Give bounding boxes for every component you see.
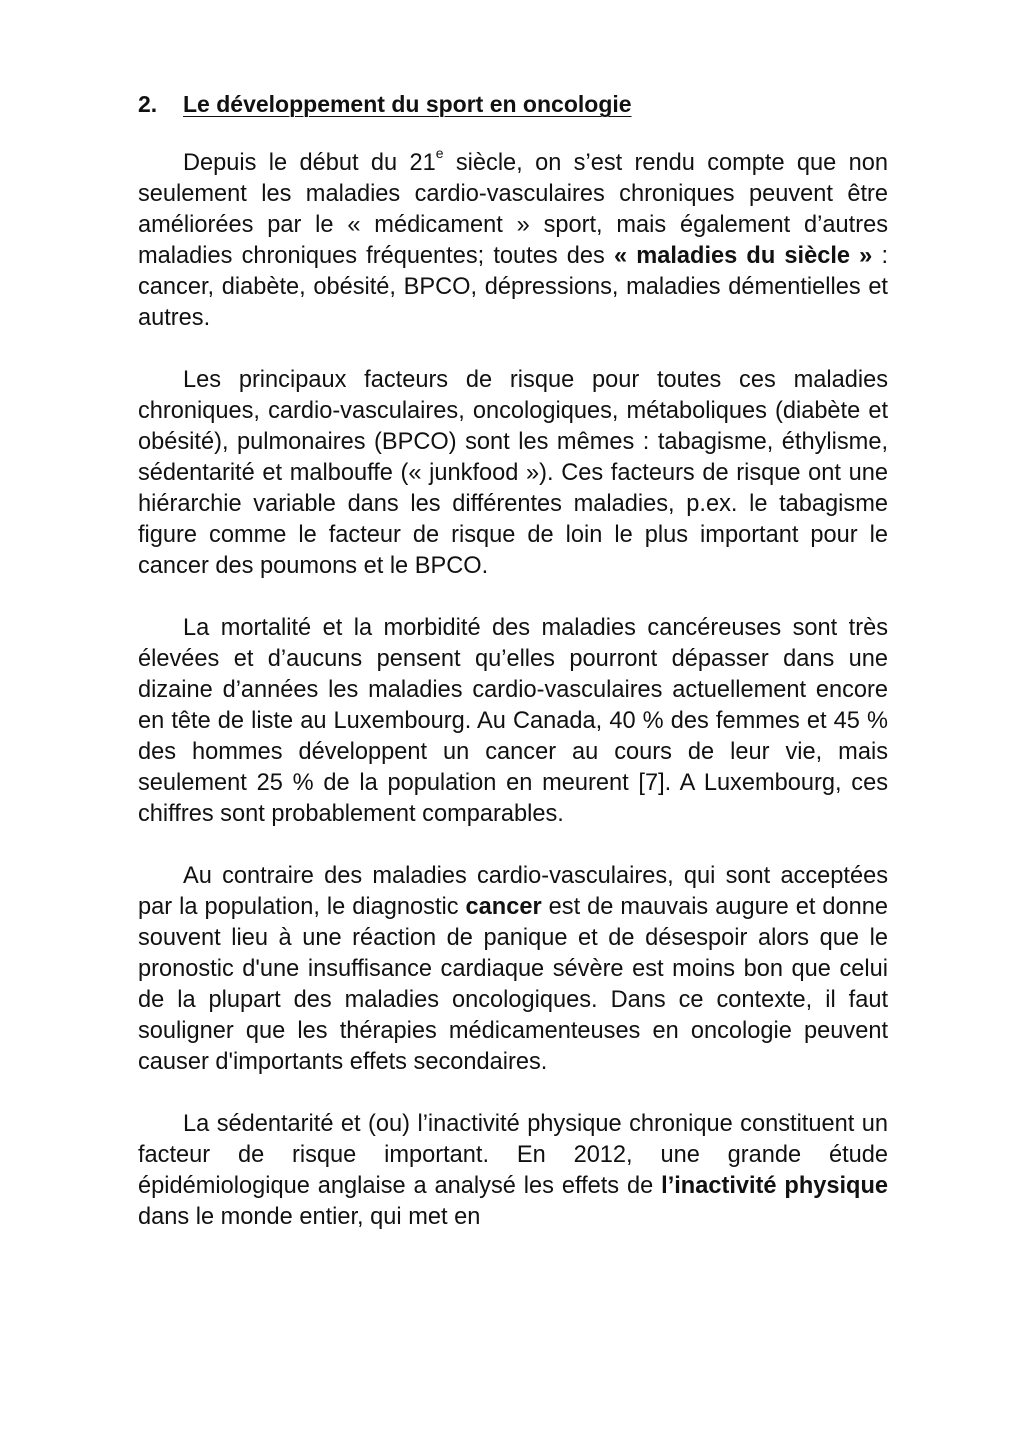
ordinal-superscript: e <box>435 145 444 161</box>
paragraph-1-text-b: siècle, on s’est rendu compte que non seulement les maladies cardio-vasculaires chroniques peuvent être améliorées par le « médicament » sport, mais également d’autres maladies chroniques fréquentes; toutes des <box>138 150 888 269</box>
paragraph-5-text-b: dans le monde entier, qui met en <box>138 1204 481 1230</box>
paragraph-4 <box>138 861 888 1078</box>
paragraph-3: La mortalité et la morbidité des maladies cancéreuses sont très élevées et d’aucuns pensent qu’elles pourront dépasser dans une dizaine d’années les maladies cardio-vasculaires actuellement encore en tête de liste au Luxembourg. Au Canada, 40 % des femmes et 45 % des hommes développent un cancer au cours de leur vie, mais seulement 25 % de la population en meurent [7]. A Luxembourg, ces chiffres sont probablement comparables. <box>138 615 888 827</box>
section-heading <box>138 86 888 122</box>
paragraph-1-text-c: : cancer, diabète, obésité, BPCO, dépressions, maladies démentielles et autres. <box>138 243 888 331</box>
paragraph-1-text-a: Depuis le début du 21 <box>183 150 436 176</box>
paragraph-1-bold: « maladies du siècle » <box>614 243 873 269</box>
paragraph-4-text-a: Au contraire des maladies cardio-vasculaires, qui sont acceptées par la population, le diagnostic <box>138 863 888 920</box>
paragraph-5-text-a: La sédentarité et (ou) l’inactivité physique chronique constituent un facteur de risque important. En 2012, une grande étude épidémiologique anglaise a analysé les effets de <box>138 1111 888 1199</box>
paragraph-4-bold: cancer <box>465 894 542 920</box>
paragraph-5 <box>138 1109 888 1233</box>
section-title: Le développement du sport en oncologie <box>183 91 632 117</box>
paragraph-1 <box>138 145 888 334</box>
paragraph-5-bold: l’inactivité physique <box>661 1173 888 1199</box>
document-page <box>138 86 888 1264</box>
section-number: 2. <box>138 91 158 117</box>
paragraph-2: Les principaux facteurs de risque pour toutes ces maladies chroniques, cardio-vasculaires, oncologiques, métaboliques (diabète et obésité), pulmonaires (BPCO) sont les mêmes : tabagisme, éthylisme, sédentarité et malbouffe (« junkfood »). Ces facteurs de risque ont une hiérarchie variable dans les différentes maladies, p.ex. le tabagisme figure comme le facteur de risque de loin le plus important pour le cancer des poumons et le BPCO. <box>138 367 888 579</box>
paragraph-4-text-b: est de mauvais augure et donne souvent lieu à une réaction de panique et de désespoir alors que le pronostic d'une insuffisance cardiaque sévère est moins bon que celui de la plupart des maladies oncologiques. Dans ce contexte, il faut souligner que les thérapies médicamenteuses en oncologie peuvent causer d'importants effets secondaires. <box>138 894 888 1075</box>
